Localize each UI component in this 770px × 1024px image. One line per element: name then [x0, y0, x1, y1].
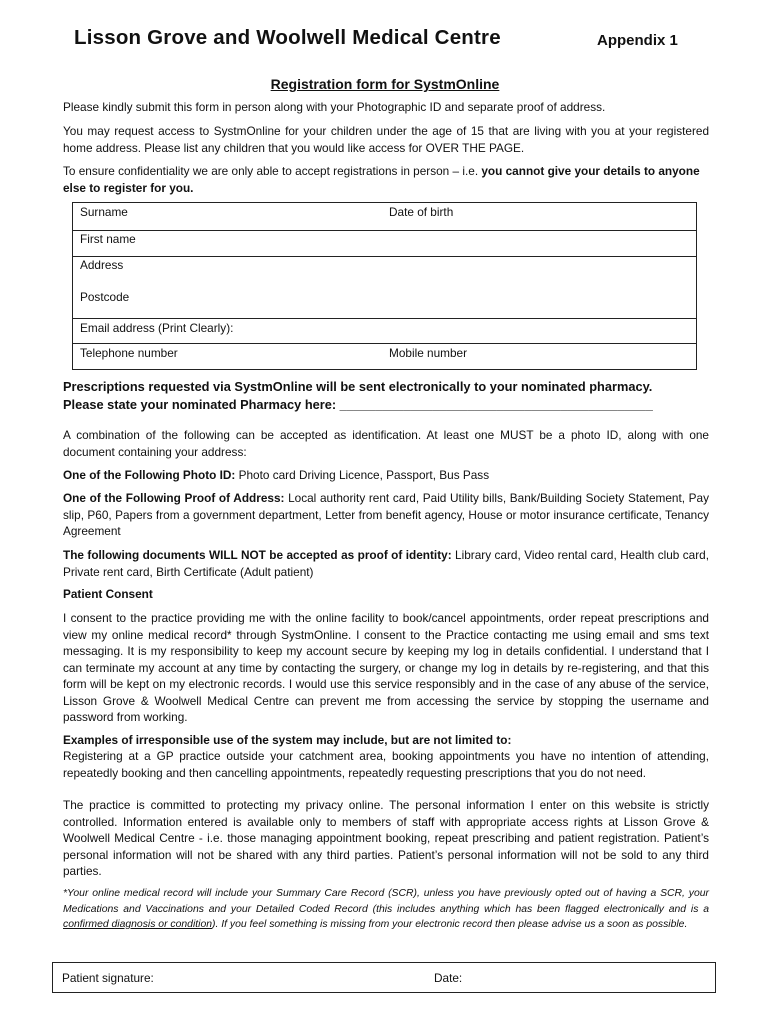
intro-confidentiality: [63, 163, 709, 196]
confidentiality-bold: you cannot give your details to anyone else to register for you.: [63, 164, 700, 195]
footnote-part2: ). If you feel something is missing from your electronic record then please advise us a soon as possible.: [212, 919, 688, 930]
confidentiality-text: To ensure confidentiality we are only able to accept registrations in person – i.e.: [63, 164, 482, 178]
proof-of-address-label: One of the Following Proof of Address:: [63, 491, 285, 505]
address-field[interactable]: Address: [80, 258, 124, 272]
form-title: Registration form for SystmOnline: [270, 76, 500, 92]
examples-heading: Examples of irresponsible use of the system may include, but are not limited to:: [63, 733, 512, 747]
examples-text: Registering at a GP practice outside your catchment area, booking appointments you have no intention of attending, repeatedly booking and then cancelling appointments, repeatedly requesting prescriptions that you do not need.: [63, 749, 709, 780]
table-divider: [73, 343, 696, 344]
medical-record-footnote: [63, 886, 709, 933]
practice-title: Lisson Grove and Woolwell Medical Centre: [74, 26, 501, 49]
consent-heading: Patient Consent: [63, 587, 153, 601]
photo-id-label: One of the Following Photo ID:: [63, 468, 236, 482]
appendix-label: Appendix 1: [597, 32, 678, 49]
not-accepted-list: [63, 547, 709, 580]
footnote-part1: *Your online medical record will include your Summary Care Record (SCR), unless you have previously opted out of having a SCR, your Medications and Vaccinations and your Detailed Coded Record (this includes anything which has been flagged electronically and is a: [63, 888, 709, 915]
pharmacy-statement: Prescriptions requested via SystmOnline will be sent electronically to your nominated pharmacy.: [63, 379, 653, 394]
surname-field[interactable]: Surname: [80, 205, 128, 219]
not-accepted-label: The following documents WILL NOT be accepted as proof of identity:: [63, 548, 452, 562]
signature-date-field[interactable]: Date:: [434, 971, 463, 985]
registration-table: [72, 202, 697, 370]
patient-signature-field[interactable]: Patient signature:: [62, 971, 154, 985]
pharmacy-input-line[interactable]: ____________________________________________: [339, 397, 653, 412]
first-name-field[interactable]: First name: [80, 232, 136, 246]
signature-box: [52, 962, 716, 993]
table-divider: [73, 230, 696, 231]
telephone-field[interactable]: Telephone number: [80, 346, 178, 360]
proof-of-address-text: Local authority rent card, Paid Utility bills, Bank/Building Society Statement, Pay slip, P60, Papers from a government department, Letter from benefit agency, House or motor insurance certificate, Tenancy Agreement: [63, 491, 709, 538]
intro-children: You may request access to SystmOnline for your children under the age of 15 that are living with you at your registered home address. Please list any children that you would like access for OVER THE PAGE.: [63, 124, 709, 155]
postcode-field[interactable]: Postcode: [80, 290, 130, 304]
privacy-text: The practice is committed to protecting my privacy online. The personal information I enter on this website is strictly controlled. Information entered is available only to members of staff with appropriate access rights at Lisson Grove & Woolwell Medical Centre - i.e. those managing appointment booking, repeat prescribing and patient registration. Patient’s personal information will not be shared with any third parties. Patient’s personal information will not be sold to any third parties.: [63, 798, 709, 878]
consent-text: I consent to the practice providing me with the online facility to book/cancel appointments, order repeat prescriptions and view my online medical record* through SystmOnline. I consent to the Practice contacting me using email and sms text messaging. It is my responsibility to keep my account secure by keeping my log in details confidential. I understand that I can terminate my account at any time by contacting the surgery, or change my log in details by re-registering, and that this form will be kept on my electronic records. I would use this service responsibly and in the case of any abuse of the service, Lisson Grove & Woolwell Medical Centre can prevent me from accessing the service by stopping the username and password from working.: [63, 611, 709, 724]
proof-of-address-list: [63, 490, 709, 540]
intro-photo-id: Please kindly submit this form in person along with your Photographic ID and separate proof of address.: [63, 100, 606, 114]
email-field[interactable]: Email address (Print Clearly):: [80, 321, 234, 335]
table-divider: [73, 256, 696, 257]
pharmacy-request: [63, 396, 723, 414]
photo-id-text: Photo card Driving Licence, Passport, Bus Pass: [235, 468, 490, 482]
footnote-underlined: confirmed diagnosis or condition: [63, 919, 213, 930]
mobile-field[interactable]: Mobile number: [389, 346, 468, 360]
table-divider: [73, 318, 696, 319]
not-accepted-text: Library card, Video rental card, Health club card, Private rent card, Birth Certificate (Adult patient): [63, 548, 709, 579]
identification-intro: A combination of the following can be accepted as identification. At least one MUST be a photo ID, along with one document containing your address:: [63, 428, 709, 459]
dob-field[interactable]: Date of birth: [389, 205, 454, 219]
photo-id-list: [63, 467, 709, 484]
pharmacy-label: Please state your nominated Pharmacy here:: [63, 397, 340, 412]
